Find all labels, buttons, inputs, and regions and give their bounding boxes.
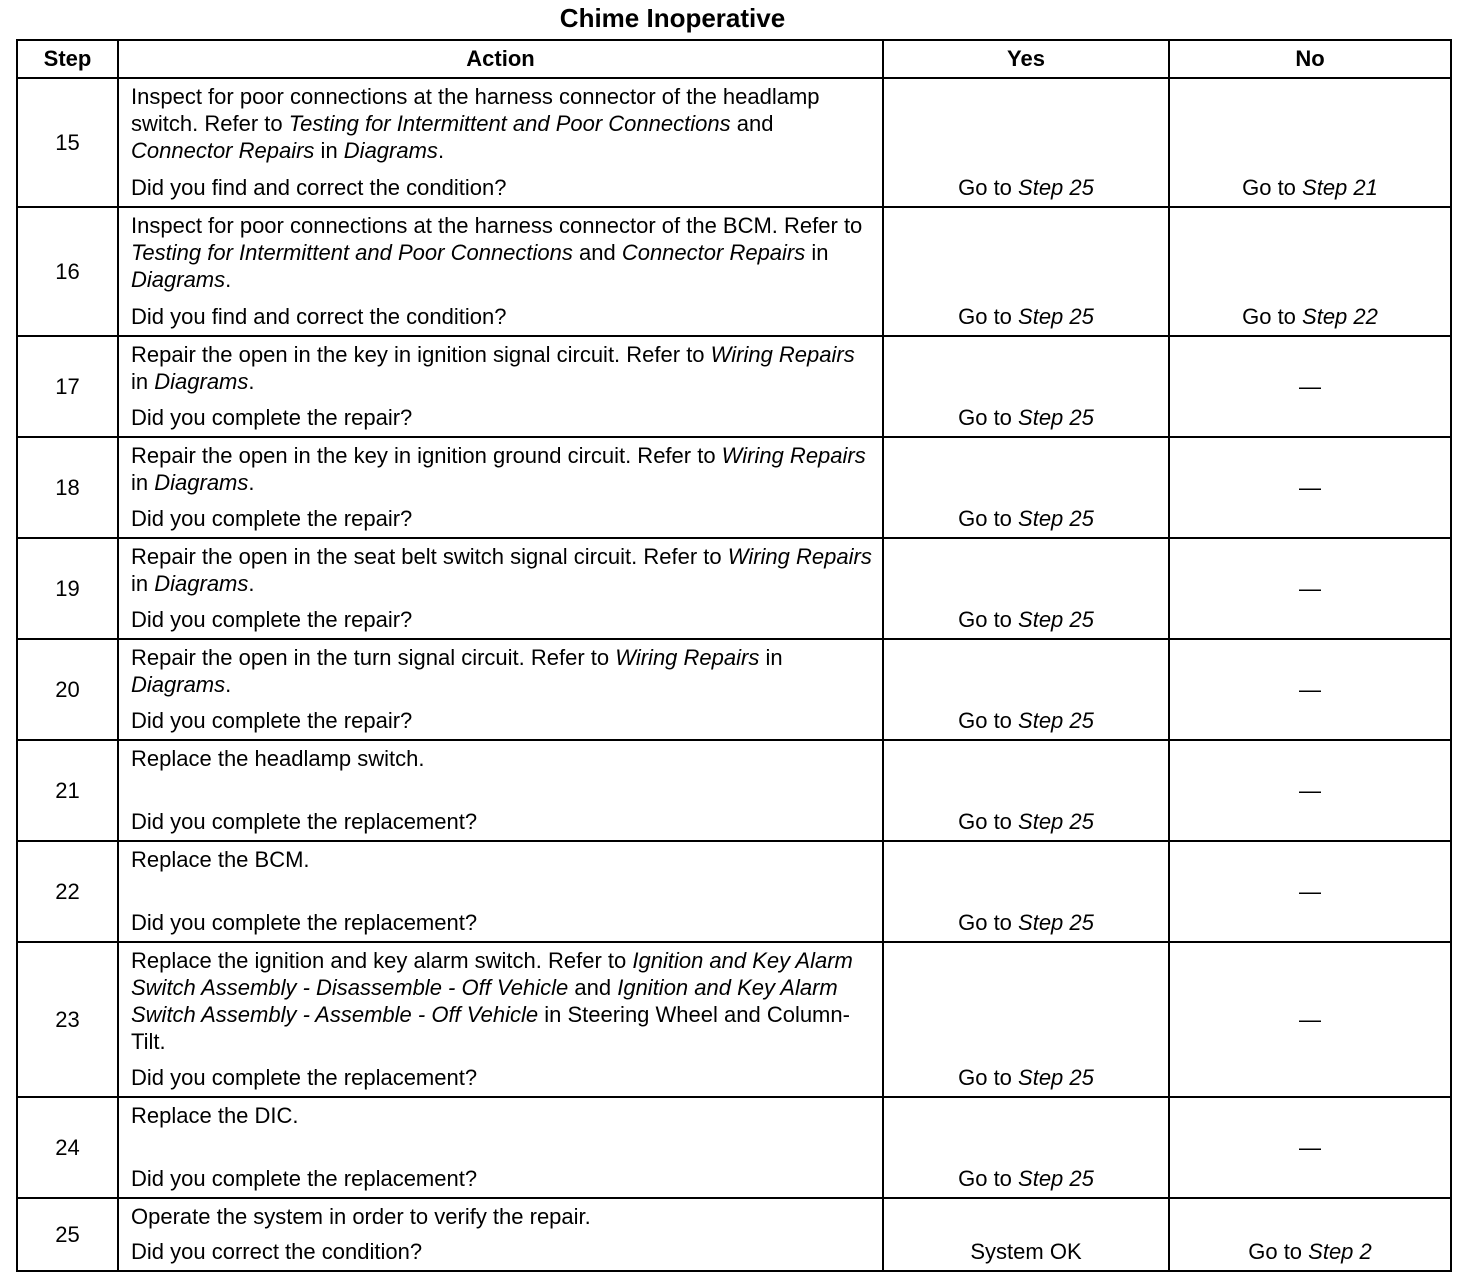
no-result xyxy=(1169,841,1451,942)
step-number: 24 xyxy=(17,1097,118,1198)
goto-step-ref: Step 25 xyxy=(1018,405,1094,430)
no-result xyxy=(1169,740,1451,841)
goto-prefix: Go to xyxy=(958,809,1019,834)
instruction-text: Inspect for poor connections at the harness connector of the headlamp switch. Refer to xyxy=(131,84,820,136)
column-header-action: Action xyxy=(118,40,883,78)
yes-result xyxy=(883,207,1169,336)
goto-prefix: Go to xyxy=(1242,175,1303,200)
instruction-text: Repair the open in the key in ignition ground circuit. Refer to xyxy=(131,443,722,468)
action-cell xyxy=(118,740,883,841)
step-number: 19 xyxy=(17,538,118,639)
table-row xyxy=(17,740,1451,841)
yes-result xyxy=(883,639,1169,740)
instruction-text: Replace the headlamp switch. xyxy=(131,746,425,771)
instruction-text: . xyxy=(248,470,255,495)
action-cell xyxy=(118,538,883,639)
instruction-text: and xyxy=(730,111,774,136)
table-row xyxy=(17,942,1451,1097)
yes-result xyxy=(883,78,1169,207)
goto-prefix: Go to xyxy=(958,1065,1019,1090)
step-number: 15 xyxy=(17,78,118,207)
action-question: Did you complete the repair? xyxy=(131,708,413,733)
no-action-dash: — xyxy=(1299,475,1321,500)
action-question: Did you complete the replacement? xyxy=(131,809,478,834)
goto-prefix: Go to xyxy=(958,405,1019,430)
table-row xyxy=(17,207,1451,336)
goto-step-ref: Step 25 xyxy=(1018,506,1094,531)
action-instruction xyxy=(131,947,874,1055)
instruction-text: in xyxy=(131,571,155,596)
diagnostic-table xyxy=(16,39,1452,1272)
action-question: Did you find and correct the condition? xyxy=(131,175,507,200)
goto-prefix: Go to xyxy=(1242,304,1303,329)
instruction-text: in xyxy=(805,240,829,265)
instruction-text: Operate the system in order to verify the repair. xyxy=(131,1204,591,1229)
no-action-dash: — xyxy=(1299,677,1321,702)
action-content xyxy=(131,745,874,835)
no-action-dash: — xyxy=(1299,374,1321,399)
action-content xyxy=(131,543,874,633)
reference-link-text: Diagrams xyxy=(131,672,226,697)
action-content xyxy=(131,83,874,201)
instruction-text: . xyxy=(225,267,232,292)
instruction-text: Replace the BCM. xyxy=(131,847,310,872)
goto-prefix: Go to xyxy=(958,1166,1019,1191)
no-action-dash: — xyxy=(1299,1007,1321,1032)
action-question: Did you complete the replacement? xyxy=(131,1065,478,1090)
goto-step-ref: Step 2 xyxy=(1308,1239,1372,1264)
yes-result xyxy=(883,942,1169,1097)
goto-prefix: Go to xyxy=(1248,1239,1309,1264)
reference-link-text: Diagrams xyxy=(343,138,438,163)
instruction-text: in xyxy=(759,645,783,670)
goto-step-ref: Step 25 xyxy=(1018,1166,1094,1191)
instruction-text: and xyxy=(572,240,622,265)
instruction-text: Repair the open in the seat belt switch signal circuit. Refer to xyxy=(131,544,728,569)
page-title: Chime Inoperative xyxy=(559,3,786,33)
goto-step-ref: Step 21 xyxy=(1302,175,1378,200)
action-content xyxy=(131,947,874,1091)
goto-step-ref: Step 25 xyxy=(1018,175,1094,200)
action-instruction xyxy=(131,1203,874,1230)
no-action-dash: — xyxy=(1299,879,1321,904)
goto-prefix: Go to xyxy=(958,910,1019,935)
yes-result xyxy=(883,1097,1169,1198)
action-content xyxy=(131,846,874,936)
table-row xyxy=(17,1198,1451,1271)
column-header-step: Step xyxy=(17,40,118,78)
yes-result xyxy=(883,1198,1169,1271)
goto-step-ref: Step 22 xyxy=(1302,304,1378,329)
action-question: Did you complete the replacement? xyxy=(131,910,478,935)
action-instruction xyxy=(131,543,874,597)
goto-prefix: Go to xyxy=(958,708,1019,733)
table-row xyxy=(17,1097,1451,1198)
action-cell xyxy=(118,437,883,538)
no-action-dash: — xyxy=(1299,576,1321,601)
action-content xyxy=(131,442,874,532)
reference-link-text: Testing for Intermittent and Poor Connections xyxy=(131,240,573,265)
action-instruction xyxy=(131,1102,874,1129)
reference-link-text: Wiring Repairs xyxy=(727,544,872,569)
table-header-row xyxy=(17,40,1451,78)
yes-result xyxy=(883,538,1169,639)
yes-result xyxy=(883,841,1169,942)
instruction-text: in Steering Wheel and Column-Tilt. xyxy=(131,1002,850,1054)
reference-link-text: Connector Repairs xyxy=(621,240,806,265)
goto-prefix: Go to xyxy=(958,506,1019,531)
no-result xyxy=(1169,1097,1451,1198)
action-cell xyxy=(118,1097,883,1198)
instruction-text: Replace the ignition and key alarm switch. Refer to xyxy=(131,948,633,973)
reference-link-text: Diagrams xyxy=(154,571,249,596)
step-number: 20 xyxy=(17,639,118,740)
no-result xyxy=(1169,78,1451,207)
goto-step-ref: Step 25 xyxy=(1018,607,1094,632)
instruction-text: Inspect for poor connections at the harness connector of the BCM. Refer to xyxy=(131,213,863,238)
no-result xyxy=(1169,1198,1451,1271)
step-number: 17 xyxy=(17,336,118,437)
yes-result xyxy=(883,740,1169,841)
yes-result xyxy=(883,336,1169,437)
reference-link-text: Diagrams xyxy=(131,267,226,292)
instruction-text: . xyxy=(225,672,232,697)
no-result xyxy=(1169,336,1451,437)
action-cell xyxy=(118,78,883,207)
table-row xyxy=(17,841,1451,942)
action-instruction xyxy=(131,644,874,698)
step-number: 18 xyxy=(17,437,118,538)
no-result xyxy=(1169,942,1451,1097)
reference-link-text: Diagrams xyxy=(154,470,249,495)
action-content xyxy=(131,212,874,330)
table-row xyxy=(17,437,1451,538)
step-number: 22 xyxy=(17,841,118,942)
action-content xyxy=(131,644,874,734)
instruction-text: Repair the open in the turn signal circuit. Refer to xyxy=(131,645,616,670)
action-question: Did you complete the repair? xyxy=(131,405,413,430)
goto-prefix: Go to xyxy=(958,175,1019,200)
action-question: Did you complete the repair? xyxy=(131,506,413,531)
action-instruction xyxy=(131,846,874,873)
goto-step-ref: Step 25 xyxy=(1018,304,1094,329)
action-instruction xyxy=(131,212,874,293)
goto-prefix: Go to xyxy=(958,607,1019,632)
action-cell xyxy=(118,207,883,336)
action-question: Did you complete the replacement? xyxy=(131,1166,478,1191)
action-cell xyxy=(118,639,883,740)
goto-step-ref: Step 25 xyxy=(1018,910,1094,935)
reference-link-text: Ignition and Key Alarm Switch Assembly - Assemble - Off Vehicle xyxy=(131,975,838,1027)
instruction-text: . xyxy=(248,369,255,394)
action-instruction xyxy=(131,442,874,496)
table-row xyxy=(17,336,1451,437)
no-action-dash: — xyxy=(1299,1135,1321,1160)
table-body xyxy=(17,78,1451,1271)
table-row xyxy=(17,538,1451,639)
instruction-text: . xyxy=(437,138,445,163)
goto-prefix: Go to xyxy=(958,304,1019,329)
instruction-text: Replace the DIC. xyxy=(131,1103,299,1128)
action-cell xyxy=(118,841,883,942)
action-instruction xyxy=(131,83,874,164)
reference-link-text: Diagrams xyxy=(154,369,249,394)
result-text: System OK xyxy=(970,1239,1082,1264)
column-header-no: No xyxy=(1169,40,1451,78)
reference-link-text: Ignition and Key Alarm Switch Assembly - Disassemble - Off Vehicle xyxy=(131,948,853,1000)
instruction-text: and xyxy=(568,975,618,1000)
reference-link-text: Wiring Repairs xyxy=(721,443,866,468)
instruction-text: Repair the open in the key in ignition signal circuit. Refer to xyxy=(131,342,711,367)
action-cell xyxy=(118,942,883,1097)
action-instruction xyxy=(131,745,874,772)
goto-step-ref: Step 25 xyxy=(1018,809,1094,834)
table-row xyxy=(17,639,1451,740)
action-content xyxy=(131,1203,874,1265)
no-result xyxy=(1169,538,1451,639)
no-result xyxy=(1169,639,1451,740)
action-cell xyxy=(118,1198,883,1271)
step-number: 23 xyxy=(17,942,118,1097)
yes-result xyxy=(883,437,1169,538)
reference-link-text: Connector Repairs xyxy=(131,138,315,163)
no-result xyxy=(1169,437,1451,538)
instruction-text: in xyxy=(131,470,155,495)
action-instruction xyxy=(131,341,874,395)
instruction-text: in xyxy=(131,369,155,394)
action-question: Did you correct the condition? xyxy=(131,1239,423,1264)
action-content xyxy=(131,1102,874,1192)
instruction-text: in xyxy=(314,138,344,163)
reference-link-text: Wiring Repairs xyxy=(710,342,855,367)
column-header-yes: Yes xyxy=(883,40,1169,78)
goto-step-ref: Step 25 xyxy=(1018,1065,1094,1090)
action-cell xyxy=(118,336,883,437)
step-number: 25 xyxy=(17,1198,118,1271)
no-action-dash: — xyxy=(1299,778,1321,803)
instruction-text: . xyxy=(248,571,255,596)
action-content xyxy=(131,341,874,431)
no-result xyxy=(1169,207,1451,336)
reference-link-text: Testing for Intermittent and Poor Connections xyxy=(288,111,731,136)
step-number: 21 xyxy=(17,740,118,841)
step-number: 16 xyxy=(17,207,118,336)
goto-step-ref: Step 25 xyxy=(1018,708,1094,733)
table-row xyxy=(17,78,1451,207)
action-question: Did you find and correct the condition? xyxy=(131,304,507,329)
action-question: Did you complete the repair? xyxy=(131,607,413,632)
reference-link-text: Wiring Repairs xyxy=(615,645,760,670)
